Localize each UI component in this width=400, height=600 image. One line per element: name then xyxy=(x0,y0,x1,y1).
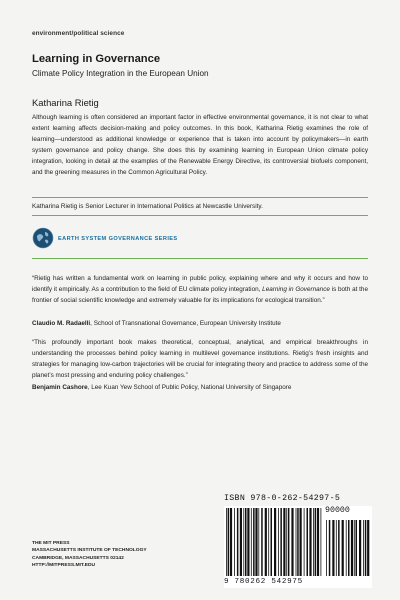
barcode-bar xyxy=(245,508,247,576)
barcode-bar xyxy=(234,508,235,576)
barcode-bar xyxy=(296,508,297,576)
publisher-line: THE MIT PRESS xyxy=(32,541,70,546)
barcode-bar xyxy=(291,508,293,576)
barcode-bar xyxy=(271,508,273,576)
barcode-bar xyxy=(309,508,311,576)
quote-book-title: Learning in Governance xyxy=(262,285,330,293)
barcode-bar xyxy=(346,520,347,576)
ean-digits: 9 780262 542975 xyxy=(224,578,303,586)
barcode-bar xyxy=(283,508,285,576)
endorser-affiliation: , Lee Kuan Yew School of Public Policy, National University of Singapore xyxy=(87,384,292,391)
barcode-bar xyxy=(286,508,287,576)
barcode-bar xyxy=(307,508,309,576)
barcode-bar xyxy=(354,520,355,576)
barcode-bar xyxy=(265,508,267,576)
barcode-bar xyxy=(317,508,319,576)
barcode-bar xyxy=(338,520,340,576)
publisher-line: MASSACHUSETTS INSTITUTE OF TECHNOLOGY xyxy=(32,548,147,554)
barcode-bar xyxy=(313,508,314,576)
barcode-bar xyxy=(363,520,364,576)
barcode-bar xyxy=(326,520,327,576)
barcode-bar xyxy=(274,508,276,576)
barcode-bar xyxy=(321,508,322,576)
publisher-line: HTTP://MITPRESS.MIT.EDU xyxy=(32,563,96,569)
barcode-bar xyxy=(351,520,353,576)
barcode-bar xyxy=(348,520,350,576)
barcode-bar xyxy=(280,508,282,576)
barcode-bar xyxy=(356,520,358,576)
quote-text: is both at the frontier of social scientific knowledge and extremely valuable for its implications for ecological transition.” xyxy=(32,285,368,304)
endorser-name: Benjamin Cashore xyxy=(32,384,88,391)
barcode-bar xyxy=(342,520,344,576)
barcode-bar xyxy=(304,508,305,576)
divider-rule xyxy=(32,215,368,216)
barcode-bar xyxy=(230,508,232,576)
endorsement-quote xyxy=(32,274,368,307)
barcode-bar xyxy=(228,508,230,576)
barcode-bar xyxy=(226,508,227,576)
barcode xyxy=(224,506,372,588)
barcode-bar xyxy=(336,520,337,576)
barcode-bar xyxy=(237,508,239,576)
category-label: environment/political science xyxy=(32,30,125,37)
barcode-bar xyxy=(243,508,244,576)
barcode-bars xyxy=(224,506,372,588)
isbn-label: ISBN 978-0-262-54297-5 xyxy=(224,494,341,503)
barcode-bar xyxy=(359,520,361,576)
barcode-bar xyxy=(251,508,252,576)
endorser-affiliation: , School of Transnational Governance, European University Institute xyxy=(90,320,281,327)
barcode-bar xyxy=(332,520,334,576)
barcode-bar xyxy=(297,508,299,576)
series-name: EARTH SYSTEM GOVERNANCE SERIES xyxy=(58,236,178,242)
quote-attribution xyxy=(32,320,281,327)
barcode-bar xyxy=(258,508,259,576)
endorser-name: Claudio M. Radaelli xyxy=(32,320,91,327)
barcode-bar xyxy=(278,508,279,576)
quote-text: “Rietig has written a fundamental work on learning in public policy, explaining where and why it occurs and how to identify it empirically. As a contribution to the field of EU climate policy integration, xyxy=(32,275,368,293)
barcode-bar xyxy=(247,508,249,576)
book-title: Learning in Governance xyxy=(32,53,161,65)
publisher-address xyxy=(32,540,147,570)
barcode-bar xyxy=(315,508,317,576)
publisher-line: CAMBRIDGE, MASSACHUSETTS 02142 xyxy=(32,555,124,561)
endorsement-quote xyxy=(32,338,368,382)
book-subtitle: Climate Policy Integration in the European Union xyxy=(32,69,209,78)
barcode-bar xyxy=(288,508,290,576)
barcode-bar xyxy=(268,508,269,576)
barcode-bar xyxy=(261,508,263,576)
barcode-bar xyxy=(253,508,255,576)
barcode-bar xyxy=(329,520,331,576)
barcode-bar xyxy=(255,508,257,576)
price-code: 90000 xyxy=(325,506,350,515)
barcode-bar xyxy=(300,508,302,576)
divider-rule xyxy=(32,258,368,259)
divider-rule xyxy=(32,197,368,198)
quote-attribution xyxy=(32,384,291,391)
globe-icon xyxy=(32,227,54,249)
author-name: Katharina Rietig xyxy=(32,97,99,108)
barcode-bar xyxy=(367,520,369,576)
barcode-bar xyxy=(240,508,242,576)
barcode-bar xyxy=(365,520,367,576)
book-description: Although learning is often considered an important factor in effective environmental governance, it is not clear to what extent learning affects decision-making and policy outcomes. In this book, Katharina Rietig examines the role of learning—understood as additional knowledge or experience that is taken into account by policymakers—in earth system governance and policy change. She does this by examining learning in European Union climate policy integration, looking in detail at the examples of the Renewable Energy Directive, its controversial biofuels component, and the greening measures in the Common Agricultural Policy. xyxy=(32,114,368,176)
author-bio: Katharina Rietig is Senior Lecturer in International Politics at Newcastle University. xyxy=(32,203,263,210)
quote-text: “This profoundly important book makes theoretical, conceptual, analytical, and empirical breakthroughs in understanding the processes behind policy learning in multilevel governance institutions. Rietig’s fresh insights and strategies for managing low-carbon trajectories will be crucial for integrating theory and practice to address some of the planet’s most pressing and enduring policy challenges.” xyxy=(32,339,368,379)
